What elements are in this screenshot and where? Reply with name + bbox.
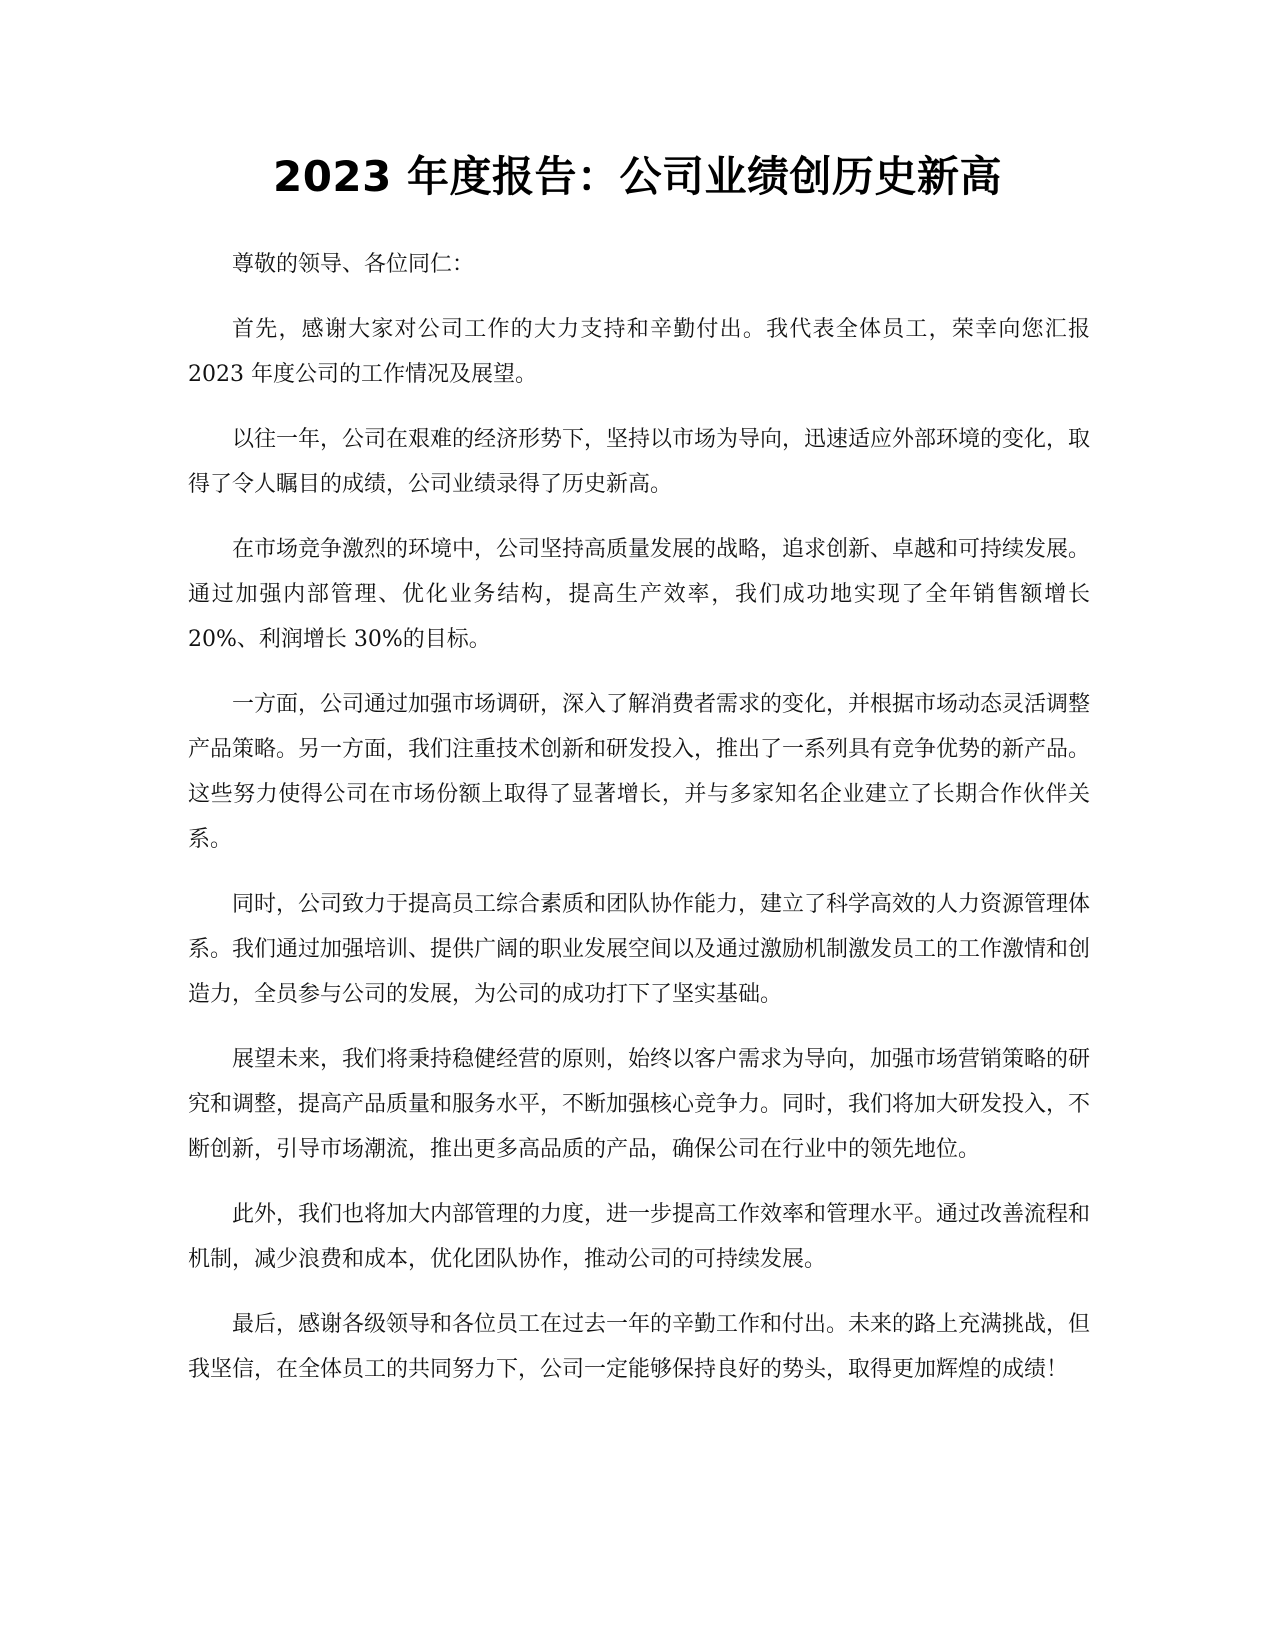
document-title: 2023 年度报告：公司业绩创历史新高 [272,152,1003,201]
body-paragraph: 以往一年，公司在艰难的经济形势下，坚持以市场为导向，迅速适应外部环境的变化，取得了令人瞩目的成绩，公司业绩录得了历史新高。 [188,427,1091,497]
body-paragraph: 一方面，公司通过加强市场调研，深入了解消费者需求的变化，并根据市场动态灵活调整产品策略。另一方面，我们注重技术创新和研发投入，推出了一系列具有竞争优势的新产品。这些努力使得公司在市场份额上取得了显著增长，并与多家知名企业建立了长期合作伙伴关系。 [188,692,1091,852]
body-paragraph: 同时，公司致力于提高员工综合素质和团队协作能力，建立了科学高效的人力资源管理体系。我们通过加强培训、提供广阔的职业发展空间以及通过激励机制激发员工的工作激情和创造力，全员参与公司的发展，为公司的成功打下了坚实基础。 [188,892,1091,1007]
salutation-paragraph: 尊敬的领导、各位同仁： [232,252,475,277]
body-paragraph: 在市场竞争激烈的环境中，公司坚持高质量发展的战略，追求创新、卓越和可持续发展。通过加强内部管理、优化业务结构，提高生产效率，我们成功地实现了全年销售额增长 20%、利润增长 30%的目标。 [188,537,1091,652]
body-paragraph: 展望未来，我们将秉持稳健经营的原则，始终以客户需求为导向，加强市场营销策略的研究和调整，提高产品质量和服务水平，不断加强核心竞争力。同时，我们将加大研发投入，不断创新，引导市场潮流，推出更多高品质的产品，确保公司在行业中的领先地位。 [188,1047,1091,1162]
document-body [188,242,1090,1412]
body-paragraph: 首先，感谢大家对公司工作的大力支持和辛勤付出。我代表全体员工，荣幸向您汇报 2023 年度公司的工作情况及展望。 [188,317,1090,387]
closing-paragraph: 最后，感谢各级领导和各位员工在过去一年的辛勤工作和付出。未来的路上充满挑战，但我坚信，在全体员工的共同努力下，公司一定能够保持良好的势头，取得更加辉煌的成绩！ [188,1312,1091,1382]
body-paragraph: 此外，我们也将加大内部管理的力度，进一步提高工作效率和管理水平。通过改善流程和机制，减少浪费和成本，优化团队协作，推动公司的可持续发展。 [188,1202,1091,1272]
